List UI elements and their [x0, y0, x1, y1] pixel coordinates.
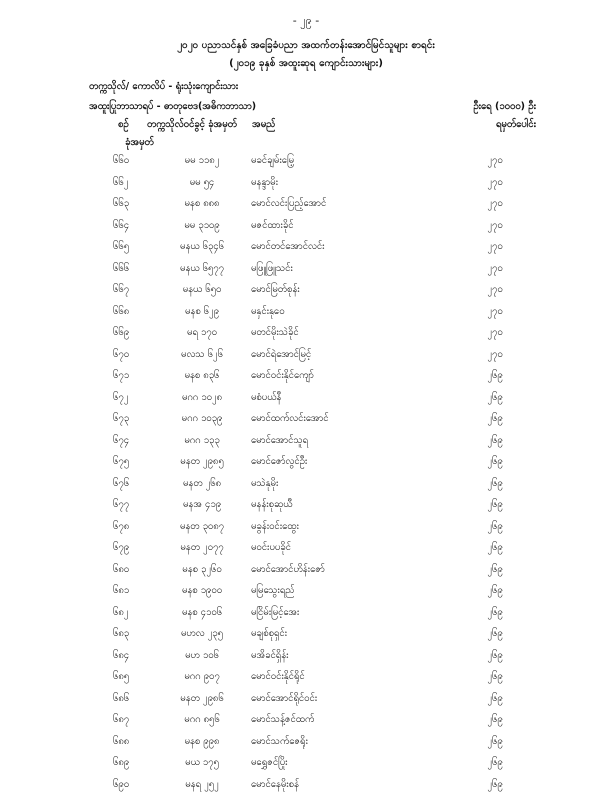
- score-cell: ၂၆၉: [470, 520, 520, 534]
- registration-cell: မနတ ၂၉၈၆: [162, 692, 242, 706]
- table-row: [0, 775, 612, 796]
- registration-cell: မဂဂ ၁၀၂၈: [162, 391, 242, 405]
- table-row: [0, 517, 612, 539]
- name-cell: မနန်းစုဆုယီ: [251, 498, 292, 512]
- name-cell: မောင်အောင်ဟိန်းဇော်: [251, 563, 325, 577]
- registration-cell: မနယ ၆၅၇၇: [162, 262, 242, 276]
- name-cell: မောင်ရဲအောင်မြင့်: [251, 348, 311, 362]
- page-number: - ၂၉ -: [0, 14, 612, 30]
- registration-cell: မနယ ၆၅၀: [162, 283, 242, 297]
- name-cell: မောင်ဇော်လွင်ဦး: [251, 455, 307, 469]
- table-row: [0, 366, 612, 388]
- name-column-header: အမည်: [252, 118, 275, 132]
- table-row: [0, 624, 612, 646]
- name-cell: မသဲနုမိုး: [251, 477, 278, 491]
- registration-cell: မမ ၁၁၈၂: [162, 154, 242, 168]
- score-cell: ၂၆၉: [470, 563, 520, 577]
- name-cell: မောင်သန့်ဇင်ထက်: [251, 713, 314, 727]
- score-cell: ၂၆၉: [470, 434, 520, 448]
- serial-cell: ၆၈၃: [113, 627, 153, 641]
- registration-cell: မရ ၁၇၀: [162, 326, 242, 340]
- name-cell: မအိခင်ရှိန်း: [251, 649, 289, 663]
- name-cell: မောင်မြတ်စုန်း: [251, 283, 300, 297]
- score-cell: ၂၆၉: [470, 670, 520, 684]
- name-cell: မောင်ဝင်းနိုင်ရိုင်: [251, 670, 305, 684]
- name-cell: မတင်မိုးသဲခိုင်: [251, 326, 299, 340]
- registration-cell: မနစ ၉၉၈: [162, 735, 242, 749]
- serial-cell: ၆၉၀: [113, 778, 153, 792]
- registration-cell: မဂဂ ၈၅၆: [162, 713, 242, 727]
- score-cell: ၂၆၉: [470, 477, 520, 491]
- score-cell: ၂၇၀: [470, 348, 520, 362]
- name-cell: မချစ်စုရှင်း: [251, 627, 287, 641]
- table-row: [0, 323, 612, 345]
- name-cell: မောင်ဝင်းနိုင်ကျော်: [251, 369, 314, 383]
- serial-cell: ၆၇၉: [113, 541, 153, 555]
- score-cell: ၂၆၉: [470, 391, 520, 405]
- serial-cell: ၆၆၅: [113, 240, 153, 254]
- serial-cell: ၆၇၃: [113, 412, 153, 426]
- table-row: [0, 452, 612, 474]
- name-cell: မနှင်းနု၀ေ: [251, 305, 285, 319]
- table-row: [0, 753, 612, 775]
- name-cell: မဇင်ထားခိုင်: [251, 219, 293, 233]
- table-row: [0, 280, 612, 302]
- registration-cell: မလသ ၆၂၆: [162, 348, 242, 362]
- score-cell: ၂၆၉: [470, 412, 520, 426]
- score-column-header: ရမှတ်ပေါင်း: [436, 118, 536, 132]
- table-row: [0, 237, 612, 259]
- registration-cell: မနတ ၂၉၈၅: [162, 455, 242, 469]
- table-row: [0, 216, 612, 238]
- name-cell: မနန္ဒာမိုး: [251, 176, 278, 190]
- serial-cell: ၆၈၅: [113, 670, 153, 684]
- name-cell: မောင်ထက်လင်းအောင်: [251, 412, 329, 426]
- registration-column-subheader: ခုံအမှတ်: [125, 136, 154, 150]
- table-row: [0, 495, 612, 517]
- document-title: ၂၀၂၀ ပညာသင်နှစ် အခြေခံပညာ အထက်တန်းအောင်မြင်သူများ စာရင်း: [0, 38, 612, 53]
- registration-cell: မဟ ၁၀၆: [162, 649, 242, 663]
- table-row: [0, 538, 612, 560]
- table-row: [0, 646, 612, 668]
- score-cell: ၂၆၉: [470, 735, 520, 749]
- registration-cell: မနယ ၆၃၄၆: [162, 240, 242, 254]
- name-cell: မဖြူဖြူသင်း: [251, 262, 293, 276]
- serial-cell: ၆၈၆: [113, 692, 153, 706]
- serial-cell: ၆၆၆: [113, 262, 153, 276]
- serial-cell: ၆၇၀: [113, 348, 153, 362]
- table-row: [0, 388, 612, 410]
- name-cell: မောင်နေမိုးစန်: [251, 778, 299, 792]
- serial-cell: ၆၆၄: [113, 219, 153, 233]
- score-cell: ၂၆၉: [470, 692, 520, 706]
- serial-cell: ၆၈၈: [113, 735, 153, 749]
- table-row: [0, 732, 612, 754]
- name-cell: မခွန်းဝင်းထွေး: [251, 520, 299, 534]
- serial-cell: ၆၆၇: [113, 283, 153, 297]
- results-table: [0, 151, 612, 796]
- name-cell: မောင်လင်းပြည့်အောင်: [251, 197, 326, 211]
- university-line: တက္ကသိုလ်/ ကောလိပ် - ရုံးသုံးကျောင်းသား: [89, 80, 238, 94]
- name-cell: မောင်သက်ဇေရိုး: [251, 735, 308, 749]
- serial-column-header: စဉ်: [118, 118, 129, 132]
- serial-cell: ၆၇၁: [113, 369, 153, 383]
- serial-cell: ၆၆၉: [113, 326, 153, 340]
- registration-cell: မဂဂ ၉၀၇: [162, 670, 242, 684]
- serial-cell: ၆၇၆: [113, 477, 153, 491]
- score-cell: ၂၆၉: [470, 541, 520, 555]
- score-cell: ၂၇၀: [470, 283, 520, 297]
- registration-column-header: တက္ကသိုလ်ဝင်ခွင့် ခုံအမှတ်: [147, 118, 237, 132]
- table-row: [0, 560, 612, 582]
- score-cell: ၂၇၀: [470, 176, 520, 190]
- serial-cell: ၆၇၇: [113, 498, 153, 512]
- serial-cell: ၆၈၂: [113, 606, 153, 620]
- table-row: [0, 259, 612, 281]
- table-row: [0, 173, 612, 195]
- serial-cell: ၆၈၇: [113, 713, 153, 727]
- table-row: [0, 581, 612, 603]
- table-row: [0, 194, 612, 216]
- name-cell: မငြိမ်းမြင့်အေး: [251, 606, 299, 620]
- serial-cell: ၆၈၁: [113, 584, 153, 598]
- serial-cell: ၆၆၂: [113, 176, 153, 190]
- score-cell: ၂၆၉: [470, 606, 520, 620]
- table-row: [0, 431, 612, 453]
- registration-cell: မနစ ၈၈၈: [162, 197, 242, 211]
- registration-cell: မဂဂ ၁၃၃: [162, 434, 242, 448]
- serial-cell: ၆၈၀: [113, 563, 153, 577]
- score-cell: ၂၆၉: [470, 713, 520, 727]
- registration-cell: မမ ၃၁၀၉: [162, 219, 242, 233]
- registration-cell: မဟလ ၂၃၅: [162, 627, 242, 641]
- score-cell: ၂၇၀: [470, 154, 520, 168]
- total-count-header: ဦးရေ (၁၀၀၀) ဦး: [436, 100, 536, 114]
- score-cell: ၂၇၀: [470, 305, 520, 319]
- score-cell: ၂၇၀: [470, 262, 520, 276]
- table-row: [0, 409, 612, 431]
- score-cell: ၂၆၉: [470, 584, 520, 598]
- registration-cell: မနစ ၃၂၆၀: [162, 563, 242, 577]
- registration-cell: မမ ၅၄: [162, 176, 242, 190]
- table-row: [0, 667, 612, 689]
- registration-cell: မဂဂ ၁၀၃၉: [162, 412, 242, 426]
- registration-cell: မနအ ၄၁၉: [162, 498, 242, 512]
- name-cell: မောင်တင်အောင်လင်း: [251, 240, 325, 254]
- serial-cell: ၆၆၃: [113, 197, 153, 211]
- registration-cell: မနရ ၂၅၂: [162, 778, 242, 792]
- score-cell: ၂၇၀: [470, 197, 520, 211]
- document-subtitle: (၂၀၁၉ ခုနှစ် အထူးဆုရ ကျောင်းသားများ): [0, 56, 612, 71]
- score-cell: ၂၆၉: [470, 778, 520, 792]
- table-row: [0, 302, 612, 324]
- registration-cell: မနစ ၈၃၆: [162, 369, 242, 383]
- name-cell: မခင်ချမ်းမြေ့: [251, 154, 294, 168]
- serial-cell: ၆၇၂: [113, 391, 153, 405]
- name-cell: မစံပယ်နီ: [251, 391, 281, 405]
- score-cell: ၂၇၀: [470, 240, 520, 254]
- name-cell: မမြသွေးရည်: [251, 584, 294, 598]
- serial-cell: ၆၇၄: [113, 434, 153, 448]
- score-cell: ၂၆၉: [470, 455, 520, 469]
- serial-cell: ၆၈၉: [113, 756, 153, 770]
- registration-cell: မနစ ၄၁၀၆: [162, 606, 242, 620]
- registration-cell: မနတ ၂၀၇၇: [162, 541, 242, 555]
- serial-cell: ၆၆၈: [113, 305, 153, 319]
- score-cell: ၂၆၉: [470, 369, 520, 383]
- table-row: [0, 151, 612, 173]
- score-cell: ၂၆၉: [470, 498, 520, 512]
- registration-cell: မနတ ၂၆၈: [162, 477, 242, 491]
- serial-cell: ၆၈၄: [113, 649, 153, 663]
- serial-cell: ၆၆၀: [113, 154, 153, 168]
- table-row: [0, 474, 612, 496]
- table-row: [0, 710, 612, 732]
- registration-cell: မနစ ၆၂၉: [162, 305, 242, 319]
- table-row: [0, 603, 612, 625]
- registration-cell: မနတ ၃၀၈၇: [162, 520, 242, 534]
- score-cell: ၂၇၀: [470, 326, 520, 340]
- registration-cell: မယ ၁၇၅: [162, 756, 242, 770]
- score-cell: ၂၆၉: [470, 756, 520, 770]
- score-cell: ၂၇၀: [470, 219, 520, 233]
- score-cell: ၂၆၉: [470, 627, 520, 641]
- name-cell: မောင်အောင်သူရ: [251, 434, 308, 448]
- name-cell: မဝင်းပပခိုင်: [251, 541, 291, 555]
- table-row: [0, 345, 612, 367]
- serial-cell: ၆၇၅: [113, 455, 153, 469]
- table-row: [0, 689, 612, 711]
- name-cell: မရွှေဇင်ပြိုး: [251, 756, 288, 770]
- specialization-line: အထူးပြုဘာသာရပ် - ဓာတုဗေဒ(အဓိကဘာသာ): [89, 100, 256, 114]
- serial-cell: ၆၇၈: [113, 520, 153, 534]
- registration-cell: မနစ ၁၉၀၀: [162, 584, 242, 598]
- score-cell: ၂၆၉: [470, 649, 520, 663]
- name-cell: မောင်အောင်ရိုင်ဝင်း: [251, 692, 317, 706]
